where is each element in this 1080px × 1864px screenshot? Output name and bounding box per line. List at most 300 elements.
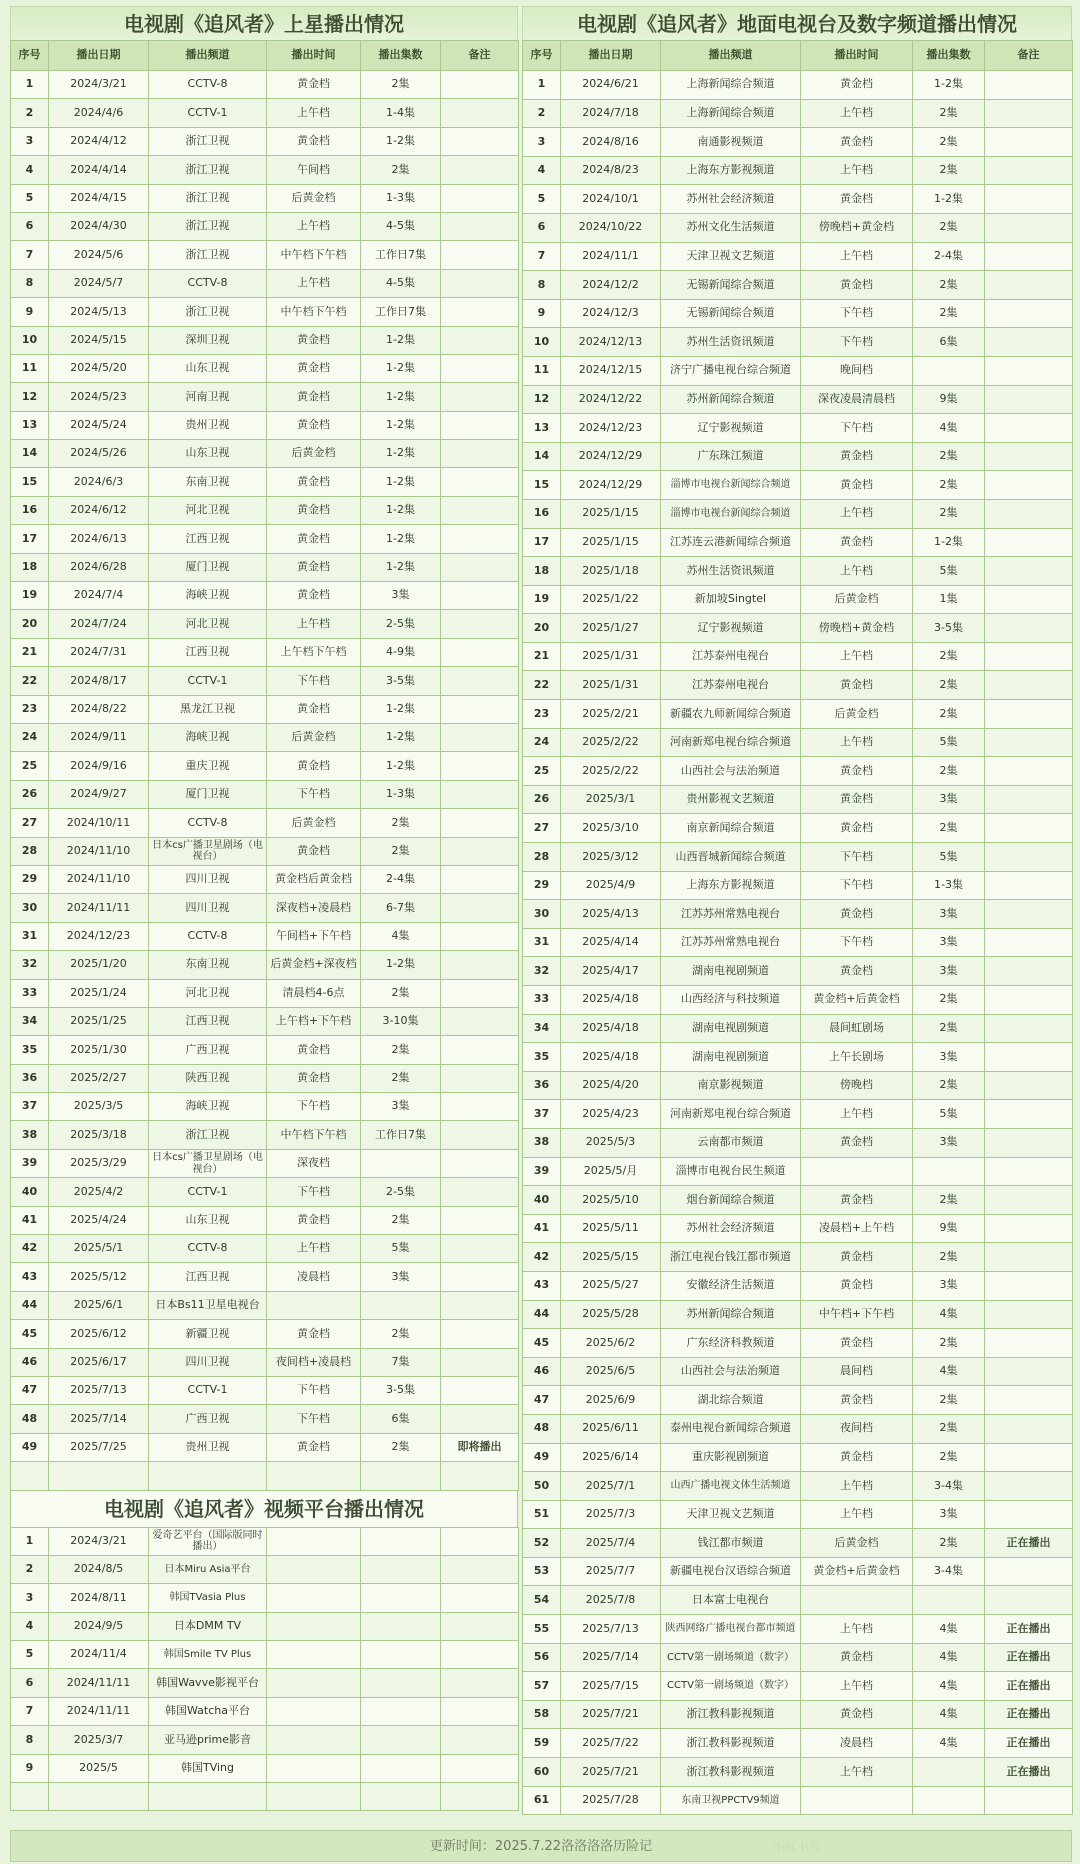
cell-channel: 云南都市频道 (661, 1128, 801, 1157)
cell-episodes: 1-3集 (913, 871, 985, 900)
cell-date: 2025/4/14 (561, 928, 661, 957)
cell-channel: 苏州文化生活频道 (661, 213, 801, 242)
cell-date: 2024/5/20 (49, 354, 149, 382)
cell-notes (985, 1128, 1073, 1157)
cell-episodes: 9集 (913, 385, 985, 414)
cell-time: 上午档 (801, 242, 913, 271)
cell-notes (985, 1472, 1073, 1501)
cell-episodes: 7集 (361, 1348, 441, 1376)
cell-index: 56 (523, 1643, 561, 1672)
cell-episodes: 2集 (361, 156, 441, 184)
cell-channel: 东南卫视PPCTV9频道 (661, 1786, 801, 1815)
cell-index: 46 (523, 1357, 561, 1386)
cell-index: 19 (523, 585, 561, 614)
cell-time: 傍晚档+黄金档 (801, 213, 913, 242)
cell-channel: CCTV-1 (149, 1376, 267, 1404)
cell-index: 31 (11, 922, 49, 950)
ground-section-title: 电视剧《追风者》地面电视台及数字频道播出情况 (522, 6, 1072, 40)
table-row (11, 553, 519, 581)
col-header-notes: 备注 (441, 41, 519, 71)
cell-time: 黄金档 (267, 411, 361, 439)
cell-date: 2025/7/25 (49, 1433, 149, 1461)
cell-channel: 新疆卫视 (149, 1320, 267, 1348)
table-row (11, 241, 519, 269)
table-row (11, 1376, 519, 1404)
cell-index: 14 (523, 442, 561, 471)
cell-episodes: 1-3集 (361, 184, 441, 212)
cell-date: 2025/3/5 (49, 1093, 149, 1121)
cell-notes (441, 1783, 519, 1811)
cell-index: 3 (11, 1584, 49, 1612)
cell-index: 58 (523, 1700, 561, 1729)
cell-notes: 即将播出 (441, 1433, 519, 1461)
cell-time (267, 1641, 361, 1669)
cell-notes (985, 299, 1073, 328)
cell-date: 2025/7/13 (49, 1376, 149, 1404)
cell-index: 34 (523, 1014, 561, 1043)
cell-channel: CCTV第一剧场频道（数字） (661, 1672, 801, 1701)
cell-index: 45 (523, 1329, 561, 1358)
cell-time: 黄金档 (801, 1186, 913, 1215)
cell-index: 44 (523, 1300, 561, 1329)
cell-channel: 日本富士电视台 (661, 1586, 801, 1615)
cell-time (267, 1555, 361, 1583)
cell-date: 2024/6/28 (49, 553, 149, 581)
table-row (523, 1071, 1073, 1100)
cell-channel: 新加坡Singtel (661, 585, 801, 614)
cell-date: 2025/6/5 (561, 1357, 661, 1386)
cell-time: 黄金档 (267, 127, 361, 155)
cell-index: 42 (523, 1243, 561, 1272)
table-row (523, 1186, 1073, 1215)
cell-index: 52 (523, 1529, 561, 1558)
table-row (523, 1672, 1073, 1701)
table-row (11, 780, 519, 808)
cell-episodes: 4集 (913, 1300, 985, 1329)
cell-date: 2024/11/11 (49, 1697, 149, 1725)
cell-index: 31 (523, 928, 561, 957)
cell-episodes: 1-4集 (361, 99, 441, 127)
cell-time: 黄金档 (267, 1320, 361, 1348)
cell-date: 2024/4/12 (49, 127, 149, 155)
cell-episodes: 2-4集 (913, 242, 985, 271)
cell-notes (441, 1093, 519, 1121)
cell-index: 27 (523, 814, 561, 843)
cell-notes: 正在播出 (985, 1643, 1073, 1672)
cell-date: 2025/2/22 (561, 728, 661, 757)
cell-episodes: 4集 (913, 414, 985, 443)
cell-episodes (361, 1462, 441, 1490)
cell-time: 黄金档 (801, 528, 913, 557)
cell-time: 上午档 (267, 610, 361, 638)
cell-notes (441, 127, 519, 155)
cell-date: 2025/4/18 (561, 986, 661, 1015)
cell-date: 2025/5/1 (49, 1235, 149, 1263)
cell-notes (441, 1320, 519, 1348)
cell-date: 2024/9/5 (49, 1612, 149, 1640)
cell-notes (985, 328, 1073, 357)
cell-notes (441, 1376, 519, 1404)
cell-notes (441, 1064, 519, 1092)
cell-index: 30 (523, 900, 561, 929)
cell-episodes (361, 1754, 441, 1782)
cell-date: 2024/5/6 (49, 241, 149, 269)
cell-index: 39 (523, 1157, 561, 1186)
satellite-table-header-row (11, 41, 519, 71)
cell-time (267, 1783, 361, 1811)
table-row (523, 1386, 1073, 1415)
cell-date: 2025/6/1 (49, 1291, 149, 1319)
cell-time: 深夜档 (267, 1149, 361, 1177)
cell-notes (985, 1243, 1073, 1272)
cell-date: 2024/9/11 (49, 723, 149, 751)
cell-notes (985, 1414, 1073, 1443)
cell-channel: 亚马逊prime影音 (149, 1726, 267, 1754)
table-row (11, 1348, 519, 1376)
cell-index: 33 (11, 979, 49, 1007)
cell-notes (441, 610, 519, 638)
cell-time: 黄金档 (267, 1036, 361, 1064)
cell-channel: 南京影视频道 (661, 1071, 801, 1100)
cell-channel: 浙江教科影视频道 (661, 1758, 801, 1787)
cell-channel: 山西晋城新闻综合频道 (661, 843, 801, 872)
cell-notes (985, 1357, 1073, 1386)
cell-index: 5 (523, 185, 561, 214)
cell-date: 2025/5/11 (561, 1214, 661, 1243)
cell-index: 29 (11, 865, 49, 893)
cell-date: 2025/3/12 (561, 843, 661, 872)
cell-index: 10 (11, 326, 49, 354)
cell-episodes: 2集 (913, 986, 985, 1015)
cell-notes (985, 957, 1073, 986)
cell-episodes: 2集 (913, 499, 985, 528)
cell-index: 40 (11, 1178, 49, 1206)
cell-channel: 山东卫视 (149, 440, 267, 468)
cell-episodes (361, 1669, 441, 1697)
cell-time: 上午档+下午档 (267, 1007, 361, 1035)
cell-index: 8 (523, 271, 561, 300)
cell-notes (441, 298, 519, 326)
cell-notes (441, 752, 519, 780)
cell-date: 2025/1/20 (49, 951, 149, 979)
cell-time: 后黄金档+深夜档 (267, 951, 361, 979)
cell-episodes: 2-5集 (361, 610, 441, 638)
cell-time: 黄金档 (267, 496, 361, 524)
cell-channel: CCTV-8 (149, 809, 267, 837)
cell-time: 凌晨档 (801, 1729, 913, 1758)
watermark-text: 小红书号 (772, 1840, 821, 1854)
cell-date: 2025/2/22 (561, 757, 661, 786)
cell-time: 黄金档 (801, 957, 913, 986)
cell-notes (441, 1291, 519, 1319)
cell-date: 2024/6/3 (49, 468, 149, 496)
cell-channel: 烟台新闻综合频道 (661, 1186, 801, 1215)
cell-episodes: 4集 (913, 1357, 985, 1386)
cell-date: 2025/7/28 (561, 1786, 661, 1815)
cell-date: 2025/4/18 (561, 1014, 661, 1043)
cell-episodes: 2集 (913, 156, 985, 185)
ground-broadcast-table (522, 40, 1073, 1815)
cell-channel: 山西社会与法治频道 (661, 757, 801, 786)
cell-date: 2025/4/24 (49, 1206, 149, 1234)
table-row (11, 1641, 519, 1669)
cell-notes (441, 922, 519, 950)
cell-date: 2024/4/30 (49, 212, 149, 240)
cell-notes (441, 383, 519, 411)
cell-date: 2025/6/12 (49, 1320, 149, 1348)
cell-channel: 湖北综合频道 (661, 1386, 801, 1415)
cell-index: 46 (11, 1348, 49, 1376)
cell-time: 傍晚档 (801, 1071, 913, 1100)
cell-time: 黄金档 (801, 757, 913, 786)
cell-episodes: 工作日7集 (361, 298, 441, 326)
cell-notes (441, 1641, 519, 1669)
cell-date (49, 1462, 149, 1490)
cell-time: 黄金档 (801, 1643, 913, 1672)
cell-index: 37 (523, 1100, 561, 1129)
cell-channel: 苏州生活资讯频道 (661, 557, 801, 586)
cell-index: 30 (11, 894, 49, 922)
cell-time: 上午档 (267, 212, 361, 240)
cell-index: 5 (11, 184, 49, 212)
table-row (11, 1178, 519, 1206)
cell-notes (441, 723, 519, 751)
cell-notes (985, 1043, 1073, 1072)
cell-notes (441, 269, 519, 297)
cell-notes (441, 837, 519, 865)
cell-episodes: 2集 (361, 1433, 441, 1461)
cell-index: 13 (11, 411, 49, 439)
cell-episodes: 2集 (913, 471, 985, 500)
cell-episodes (361, 1641, 441, 1669)
cell-episodes: 1-3集 (361, 780, 441, 808)
cell-episodes: 1-2集 (913, 185, 985, 214)
table-row (11, 723, 519, 751)
cell-time: 黄金档后黄金档 (267, 865, 361, 893)
cell-episodes: 1-2集 (361, 553, 441, 581)
cell-channel: 海峡卫视 (149, 582, 267, 610)
cell-date: 2024/8/11 (49, 1584, 149, 1612)
cell-channel: 厦门卫视 (149, 780, 267, 808)
cell-date: 2025/3/18 (49, 1121, 149, 1149)
cell-date (49, 1783, 149, 1811)
cell-episodes (913, 1758, 985, 1787)
cell-index: 41 (523, 1214, 561, 1243)
cell-notes (985, 213, 1073, 242)
cell-episodes: 2集 (361, 1036, 441, 1064)
cell-index: 5 (11, 1641, 49, 1669)
cell-notes (985, 1329, 1073, 1358)
cell-channel: 日本Miru Asia平台 (149, 1555, 267, 1583)
cell-notes (441, 468, 519, 496)
cell-channel: 山西广播电视文体生活频道 (661, 1472, 801, 1501)
cell-channel: 苏州社会经济频道 (661, 1214, 801, 1243)
table-row (11, 837, 519, 865)
cell-channel: 山东卫视 (149, 1206, 267, 1234)
cell-notes (441, 184, 519, 212)
table-row (523, 1243, 1073, 1272)
cell-time: 黄金档 (801, 671, 913, 700)
cell-notes (441, 1669, 519, 1697)
cell-episodes: 4集 (361, 922, 441, 950)
cell-episodes: 2-5集 (361, 1178, 441, 1206)
cell-date: 2024/7/4 (49, 582, 149, 610)
cell-notes (985, 585, 1073, 614)
cell-channel: 湖南电视剧频道 (661, 1014, 801, 1043)
satellite-section-title: 电视剧《追风者》上星播出情况 (10, 6, 518, 40)
cell-index: 17 (11, 525, 49, 553)
cell-channel (149, 1783, 267, 1811)
cell-date: 2025/2/27 (49, 1064, 149, 1092)
cell-date: 2024/10/11 (49, 809, 149, 837)
cell-time: 下午档 (801, 328, 913, 357)
cell-index: 59 (523, 1729, 561, 1758)
cell-date: 2025/5/28 (561, 1300, 661, 1329)
cell-index: 49 (11, 1433, 49, 1461)
cell-time: 后黄金档 (801, 700, 913, 729)
cell-channel: 浙江卫视 (149, 127, 267, 155)
cell-date: 2024/11/11 (49, 894, 149, 922)
cell-episodes: 工作日7集 (361, 241, 441, 269)
cell-notes (441, 156, 519, 184)
cell-time (801, 1157, 913, 1186)
table-row (11, 326, 519, 354)
cell-episodes: 5集 (913, 843, 985, 872)
cell-date: 2025/2/21 (561, 700, 661, 729)
cell-channel: 淄博市电视台新闻综合频道 (661, 499, 801, 528)
cell-index: 57 (523, 1672, 561, 1701)
cell-index: 17 (523, 528, 561, 557)
cell-channel: 爱奇艺平台（国际版同时播出） (149, 1527, 267, 1555)
cell-channel: 浙江教科影视频道 (661, 1729, 801, 1758)
right-column (522, 6, 1072, 1815)
cell-date: 2024/6/12 (49, 496, 149, 524)
table-row (523, 414, 1073, 443)
table-row (11, 383, 519, 411)
cell-episodes: 1-2集 (361, 440, 441, 468)
cell-date: 2025/6/9 (561, 1386, 661, 1415)
cell-date: 2025/7/14 (49, 1405, 149, 1433)
cell-channel: 厦门卫视 (149, 553, 267, 581)
cell-channel: 河南新郑电视台综合频道 (661, 728, 801, 757)
cell-episodes: 5集 (913, 557, 985, 586)
cell-channel: 贵州卫视 (149, 1433, 267, 1461)
cell-notes (441, 667, 519, 695)
cell-episodes: 4集 (913, 1700, 985, 1729)
cell-index: 6 (11, 1669, 49, 1697)
cell-channel: 海峡卫视 (149, 1093, 267, 1121)
cell-episodes: 4-5集 (361, 269, 441, 297)
cell-time: 下午档 (801, 299, 913, 328)
cell-time: 后黄金档 (267, 723, 361, 751)
cell-time: 黄金档 (801, 1443, 913, 1472)
cell-index: 26 (523, 785, 561, 814)
cell-channel: 浙江卫视 (149, 184, 267, 212)
cell-episodes: 3集 (361, 1093, 441, 1121)
cell-time: 中午档下午档 (267, 298, 361, 326)
cell-date: 2025/1/31 (561, 671, 661, 700)
cell-index: 32 (11, 951, 49, 979)
cell-index: 47 (523, 1386, 561, 1415)
cell-index: 43 (523, 1271, 561, 1300)
cell-date: 2025/4/9 (561, 871, 661, 900)
cell-notes (441, 553, 519, 581)
table-row (11, 979, 519, 1007)
cell-episodes: 3集 (361, 582, 441, 610)
table-row (11, 1433, 519, 1461)
table-row (523, 1443, 1073, 1472)
cell-time (801, 1786, 913, 1815)
cell-time: 上午档 (801, 1472, 913, 1501)
table-row (11, 1036, 519, 1064)
col-header-index: 序号 (523, 41, 561, 71)
table-row (523, 1300, 1073, 1329)
cell-episodes: 3集 (913, 1500, 985, 1529)
cell-channel: 湖南电视剧频道 (661, 957, 801, 986)
cell-notes (985, 528, 1073, 557)
cell-index: 25 (523, 757, 561, 786)
cell-episodes: 1-2集 (361, 752, 441, 780)
cell-date: 2024/9/27 (49, 780, 149, 808)
cell-time: 傍晚档+黄金档 (801, 614, 913, 643)
cell-index (11, 1462, 49, 1490)
cell-date: 2025/5/月 (561, 1157, 661, 1186)
cell-index: 3 (11, 127, 49, 155)
cell-channel: 上海东方影视频道 (661, 156, 801, 185)
cell-channel: 安徽经济生活频道 (661, 1271, 801, 1300)
cell-time: 黄金档 (801, 900, 913, 929)
cell-channel: 江苏苏州常熟电视台 (661, 900, 801, 929)
table-row (523, 356, 1073, 385)
cell-index: 23 (11, 695, 49, 723)
cell-notes (985, 671, 1073, 700)
cell-notes (441, 1121, 519, 1149)
cell-notes (441, 440, 519, 468)
cell-date: 2025/7/13 (561, 1615, 661, 1644)
col-header-date: 播出日期 (561, 41, 661, 71)
col-header-notes: 备注 (985, 41, 1073, 71)
cell-notes (441, 1178, 519, 1206)
cell-index: 22 (11, 667, 49, 695)
col-header-time: 播出时间 (267, 41, 361, 71)
cell-episodes (913, 1786, 985, 1815)
cell-date: 2025/6/2 (561, 1329, 661, 1358)
cell-time: 黄金档 (801, 271, 913, 300)
cell-date: 2025/3/10 (561, 814, 661, 843)
cell-episodes: 3集 (913, 1128, 985, 1157)
cell-notes (985, 986, 1073, 1015)
table-row (523, 1157, 1073, 1186)
cell-date: 2024/5/26 (49, 440, 149, 468)
satellite-broadcast-table (10, 40, 519, 1491)
update-time-text: 更新时间：2025.7.22洛洛洛洛历险记 (429, 1839, 653, 1854)
cell-notes (441, 411, 519, 439)
cell-index: 16 (523, 499, 561, 528)
cell-date: 2024/3/21 (49, 71, 149, 99)
cell-episodes: 3-5集 (361, 1376, 441, 1404)
cell-notes (985, 414, 1073, 443)
cell-notes (441, 326, 519, 354)
cell-index: 19 (11, 582, 49, 610)
cell-episodes: 2集 (361, 837, 441, 865)
cell-index: 33 (523, 986, 561, 1015)
table-row (11, 269, 519, 297)
table-row (523, 557, 1073, 586)
cell-channel: 陕西卫视 (149, 1064, 267, 1092)
cell-notes: 正在播出 (985, 1615, 1073, 1644)
cell-channel: 新疆电视台汉语综合频道 (661, 1557, 801, 1586)
cell-notes (441, 241, 519, 269)
